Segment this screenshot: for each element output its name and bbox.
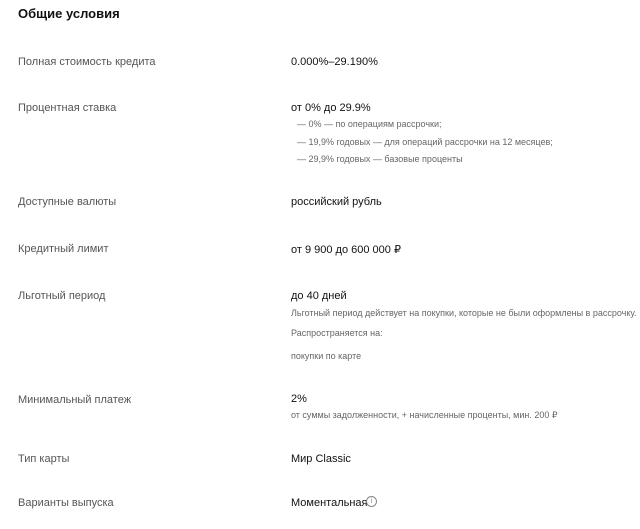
issue-options-value: Моментальная: [291, 497, 368, 509]
section-title: Общие условия: [18, 6, 120, 21]
currencies-label: Доступные валюты: [18, 196, 117, 208]
interest-rate-note-2: — 19,9% годовых — для операций рассрочки на 12 месяцев;: [297, 137, 553, 147]
issue-options-label: Варианты выпуска: [18, 497, 114, 509]
grace-period-note-1: Льготный период действует на покупки, которые не были оформлены в рассрочку.: [291, 308, 637, 318]
interest-rate-label: Процентная ставка: [18, 102, 117, 114]
card-type-value: Мир Classic: [291, 453, 351, 465]
min-payment-label: Минимальный платеж: [18, 394, 132, 406]
full-cost-value: 0.000%–29.190%: [291, 56, 378, 68]
interest-rate-note-1: — 0% — по операциям рассрочки;: [297, 119, 442, 129]
grace-period-note-3: покупки по карте: [291, 351, 362, 361]
min-payment-note-1: от суммы задолженности, + начисленные проценты, мин. 200 ₽: [291, 410, 558, 420]
info-icon[interactable]: i: [366, 496, 377, 507]
credit-limit-value: от 9 900 до 600 000 ₽: [291, 244, 401, 256]
currencies-value: российский рубль: [291, 196, 382, 208]
card-type-label: Тип карты: [18, 453, 70, 465]
grace-period-value: до 40 дней: [291, 290, 347, 302]
full-cost-label: Полная стоимость кредита: [18, 56, 156, 68]
grace-period-note-2: Распространяется на:: [291, 328, 383, 338]
grace-period-label: Льготный период: [18, 290, 106, 302]
credit-limit-label: Кредитный лимит: [18, 243, 109, 255]
interest-rate-value: от 0% до 29.9%: [291, 102, 371, 114]
min-payment-value: 2%: [291, 393, 307, 405]
interest-rate-note-3: — 29,9% годовых — базовые проценты: [297, 154, 463, 164]
